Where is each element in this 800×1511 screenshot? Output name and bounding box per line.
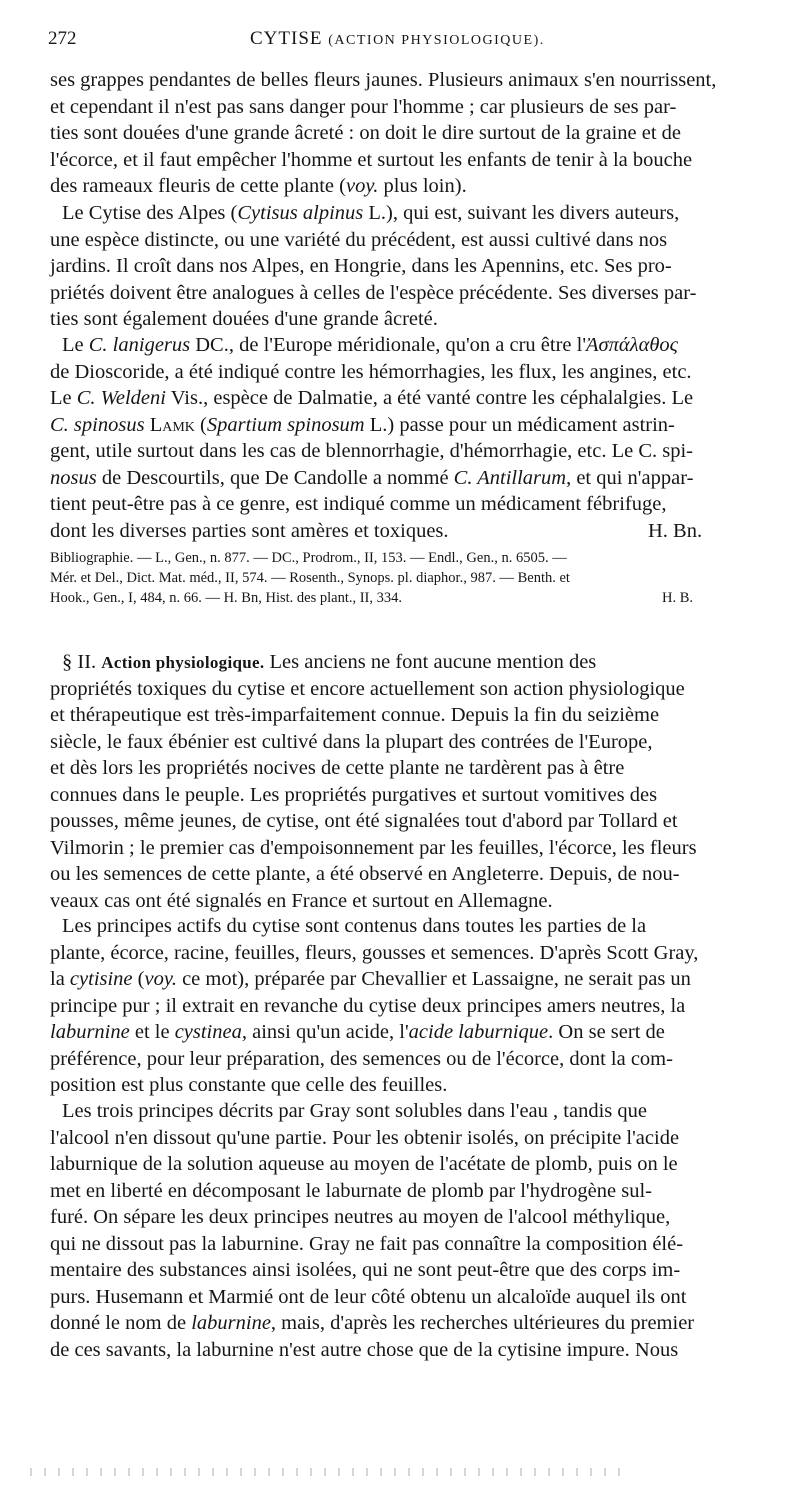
text-line: laburnine et le cystinea, ainsi qu'un acide, l'acide laburnique. On se sert de bbox=[50, 1021, 665, 1043]
text-line: tient peut-être pas à ce genre, est indiqué comme un médicament fébrifuge, bbox=[50, 493, 667, 515]
text-line: Les trois principes décrits par Gray sont solubles dans l'eau , tandis que bbox=[62, 1100, 647, 1122]
author-signature: H. Bn. bbox=[648, 519, 703, 542]
text-line: ties sont douées d'une grande âcreté : on doit le dire surtout de la graine et de bbox=[50, 122, 682, 144]
text-line: jardins. Il croît dans nos Alpes, en Hongrie, dans les Apennins, etc. Ses pro- bbox=[50, 255, 672, 277]
bibliography-line: Hook., Gen., I, 484, n. 66. — H. Bn, Hist. des plant., II, 334. H. B. bbox=[50, 590, 694, 606]
text-line: siècle, le faux ébénier est cultivé dans la plupart des contrées de l'Europe, bbox=[50, 730, 653, 753]
text-line: ou les semences de cette plante, a été observé en Angleterre. Depuis, de nou- bbox=[50, 863, 680, 885]
running-header bbox=[0, 28, 800, 58]
text-line: des rameaux fleuris de cette plante (voy. plus loin). bbox=[50, 175, 467, 197]
text-line: de Dioscoride, a été indiqué contre les hémorrhagies, les flux, les angines, etc. bbox=[50, 360, 692, 383]
text-line: principe pur ; il extrait en revanche du cytise deux principes amers neutres, la bbox=[50, 994, 686, 1017]
paragraph-continuation bbox=[50, 67, 768, 200]
text-line: pousses, même jeunes, de cytise, ont été signalées tout d'abord par Tollard et bbox=[50, 810, 678, 832]
paragraph-principes-gray bbox=[50, 1098, 768, 1363]
running-title-main: CYTISE bbox=[250, 28, 323, 49]
scan-noise-dots bbox=[30, 1468, 630, 1476]
text-line: connues dans le peuple. Les propriétés purgatives et surtout vomitives des bbox=[50, 783, 658, 806]
text-line: et cependant il n'est pas sans danger pour l'homme ; car plusieurs de ses par- bbox=[50, 95, 677, 118]
text-line: Les principes actifs du cytise sont contenus dans toutes les parties de la bbox=[62, 915, 647, 937]
text-line: plante, écorce, racine, feuilles, fleurs, gousses et semences. D'après Scott Gray, bbox=[50, 941, 699, 964]
paragraph-cytisus-alpinus bbox=[50, 200, 768, 333]
text-line: furé. On sépare les deux principes neutres au moyen de l'alcool méthylique, bbox=[50, 1206, 671, 1228]
text-line: position est plus constante que celle des feuilles. bbox=[50, 1074, 448, 1096]
text-line: gent, utile surtout dans les cas de blennorrhagie, d'hémorrhagie, etc. Le C. spi- bbox=[50, 440, 693, 462]
text-line: Le C. Weldeni Vis., espèce de Dalmatie, a été vanté contre les céphalalgies. Le bbox=[50, 387, 694, 409]
running-title-sub: (ACTION PHYSIOLOGIQUE). bbox=[328, 33, 545, 48]
text-line: nosus de Descourtils, que De Candolle a nommé C. Antillarum, et qui n'appar- bbox=[50, 466, 694, 489]
section-action-physiologique bbox=[50, 649, 768, 914]
paragraph-principes-actifs bbox=[50, 913, 768, 1099]
text-line: veaux cas ont été signalés en France et surtout en Allemagne. bbox=[50, 889, 553, 912]
bibliography-signature: H. B. bbox=[662, 590, 694, 606]
bibliography-line: Bibliographie. — L., Gen., n. 877. — DC., Prodrom., II, 153. — Endl., Gen., n. 6505. — bbox=[50, 550, 567, 566]
text-line: donné le nom de laburnine, mais, d'après les recherches ultérieures du premier bbox=[50, 1312, 695, 1334]
text-line: propriétés toxiques du cytise et encore actuellement son action physiologique bbox=[50, 677, 685, 700]
section-heading: Action physiologique. bbox=[101, 653, 265, 672]
text-line: l'écorce, et il faut empêcher l'homme et surtout les enfants de tenir à la bouche bbox=[50, 148, 693, 171]
text-line: Vilmorin ; le premier cas d'empoisonnement par les feuilles, l'écorce, les fleurs bbox=[50, 836, 697, 859]
text-line: et thérapeutique est très-imparfaitement connue. Depuis la fin du seizième bbox=[50, 704, 660, 726]
text-line: laburnique de la solution aqueuse au moyen de l'acétate de plomb, puis on le bbox=[50, 1153, 678, 1175]
text-line: ties sont également douées d'une grande âcreté. bbox=[50, 308, 438, 330]
text-line: met en liberté en décomposant le laburnate de plomb par l'hydrogène sul- bbox=[50, 1179, 652, 1202]
bibliography bbox=[50, 548, 768, 608]
text-line: la cytisine (voy. ce mot), préparée par Chevallier et Lassaigne, ne serait pas un bbox=[50, 968, 691, 990]
text-line: purs. Husemann et Marmié ont de leur côté obtenu un alcaloïde auquel ils ont bbox=[50, 1285, 687, 1308]
text-line: priétés doivent être analogues à celles de l'espèce précédente. Ses diverses par- bbox=[50, 281, 697, 304]
text-line: C. spinosus Lamk (Spartium spinosum L.) passe pour un médicament astrin- bbox=[50, 413, 675, 436]
running-title bbox=[250, 28, 545, 50]
section-heading-line: § II. Action physiologique. Les anciens ne font aucune mention des bbox=[62, 651, 597, 673]
text-line: et dès lors les propriétés nocives de cette plante ne tardèrent pas à être bbox=[50, 757, 625, 779]
text-line: l'alcool n'en dissout qu'une partie. Pour les obtenir isolés, on précipite l'acide bbox=[50, 1126, 680, 1149]
page-number: 272 bbox=[48, 28, 77, 49]
text-line: Le C. lanigerus DC., de l'Europe méridionale, qu'on a cru être l'Ἀσπάλαθος bbox=[62, 334, 678, 356]
text-line: de ces savants, la laburnine n'est autre chose que de la cytisine impure. Nous bbox=[50, 1338, 679, 1361]
paragraph-other-species bbox=[50, 332, 768, 544]
bibliography-line: Mér. et Del., Dict. Mat. méd., II, 574. — Rosenth., Synops. pl. diaphor., 987. — Benth. et bbox=[50, 570, 570, 586]
text-line: dont les diverses parties sont amères et toxiques. H. Bn. bbox=[50, 518, 768, 545]
text-line: préférence, pour leur préparation, des semences ou de l'écorce, dont la com- bbox=[50, 1047, 673, 1070]
section-mark: § II. bbox=[62, 651, 97, 673]
text-line: mentaire des substances ainsi isolées, qui ne sont peut-être que des corps im- bbox=[50, 1259, 681, 1281]
text-line: qui ne dissout pas la laburnine. Gray ne fait pas connaître la composition élé- bbox=[50, 1232, 684, 1255]
text-line: une espèce distincte, ou une variété du précédent, est aussi cultivé dans nos bbox=[50, 228, 668, 251]
text-line: Le Cytise des Alpes (Cytisus alpinus L.), qui est, suivant les divers auteurs, bbox=[62, 202, 680, 224]
text-line: ses grappes pendantes de belles fleurs jaunes. Plusieurs animaux s'en nourrissent, bbox=[50, 69, 717, 91]
